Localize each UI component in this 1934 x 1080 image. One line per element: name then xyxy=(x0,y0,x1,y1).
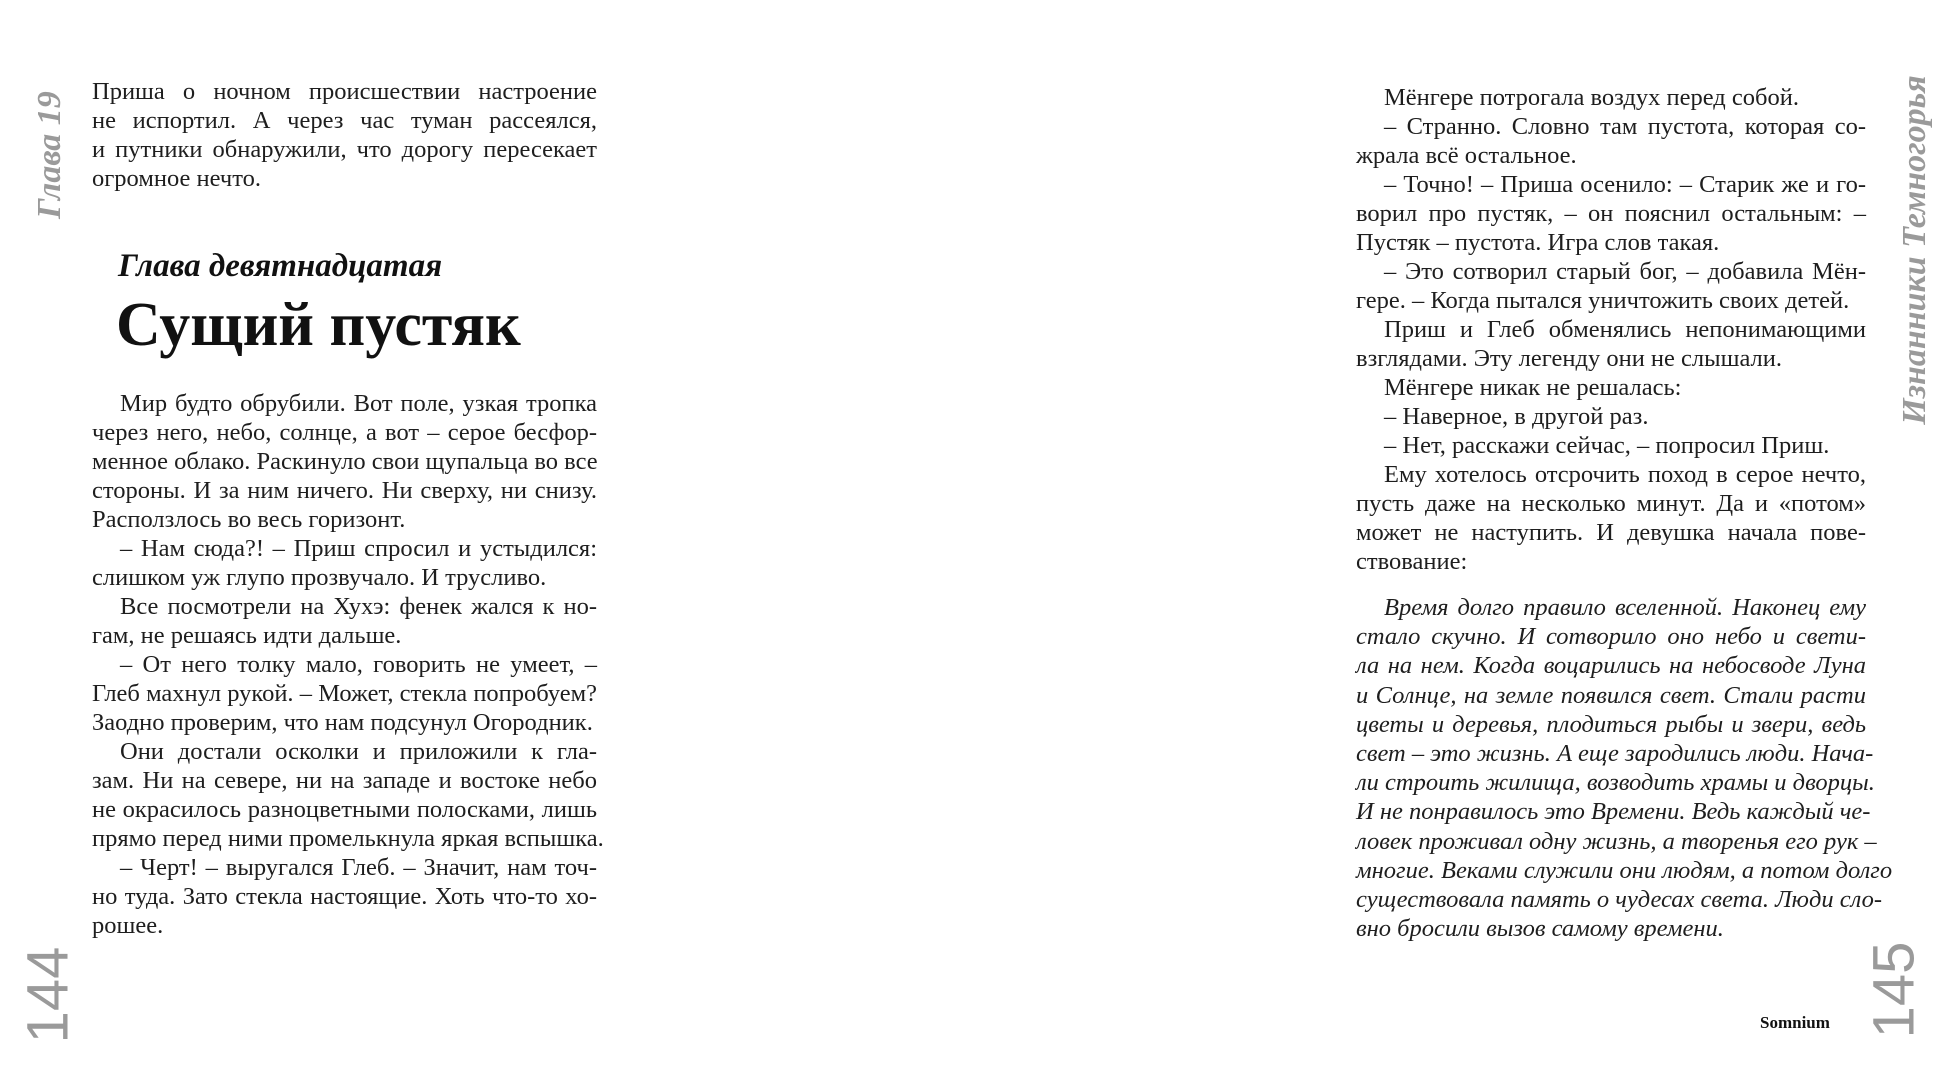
text-line: – От него толку мало, говорить не умеет, – xyxy=(120,651,597,678)
text-line: Глеб махнул рукой. – Может, стекла попробуем? xyxy=(92,680,597,707)
text-line: прямо перед ними промелькнула яркая вспышка. xyxy=(92,825,604,852)
text-line: не окрасилось разноцветными полосками, лишь xyxy=(92,796,597,823)
page-number-left: 144 xyxy=(15,946,81,1044)
chapter-label: Глава девятнадцатая xyxy=(118,248,443,284)
running-head-chapter: Глава 19 xyxy=(31,91,68,219)
text-line: – Это сотворил старый бог, – добавила Мён- xyxy=(1384,258,1866,285)
text-line: цветы и деревья, плодиться рыбы и звери, ведь xyxy=(1356,710,1866,738)
text-line: Приш и Глеб обменялись непонимающими xyxy=(1384,316,1866,343)
text-line: Мир будто обрубили. Вот поле, узкая тропка xyxy=(120,390,597,417)
text-line: ли строить жилища, возводить храмы и дворцы. xyxy=(1356,769,1875,797)
text-line: Расползлось во весь горизонт. xyxy=(92,506,406,533)
text-line: и Солнце, на земле появился свет. Стали расти xyxy=(1356,681,1866,709)
text-line: вно бросили вызов самому времени. xyxy=(1356,915,1724,943)
text-line: – Точно! – Приша осенило: – Старик же и го- xyxy=(1384,171,1866,198)
text-line: не испортил. А через час туман рассеялся, xyxy=(92,107,597,134)
text-line: пусть даже на несколько минут. Да и «потом» xyxy=(1356,490,1866,517)
text-line: слишком уж глупо прозвучало. И трусливо. xyxy=(92,564,547,591)
text-line: – Черт! – выругался Глеб. – Значит, нам точ- xyxy=(120,854,597,881)
text-line: но туда. Зато стекла настоящие. Хоть что-то хо- xyxy=(92,883,597,910)
right-page xyxy=(648,0,1933,1080)
right-main-text xyxy=(1356,83,1866,576)
text-line: многие. Веками служили они людям, а потом долго xyxy=(1356,856,1893,884)
text-line: ворил про пустяк, – он пояснил остальным: – xyxy=(1356,200,1866,227)
left-main-text xyxy=(92,389,604,940)
text-line: огромное нечто. xyxy=(92,165,261,192)
text-line: – Наверное, в другой раз. xyxy=(1384,403,1649,430)
page-number-right: 145 xyxy=(1861,941,1927,1039)
text-line: Ему хотелось отсрочить поход в серое нечто, xyxy=(1384,461,1866,488)
text-line: ловек проживал одну жизнь, а творенья его рук – xyxy=(1356,827,1877,855)
text-line: свет – это жизнь. А еще зародились люди. Нача- xyxy=(1356,740,1874,768)
text-line: Пустяк – пустота. Игра слов такая. xyxy=(1356,229,1720,256)
publisher-imprint: Somnium xyxy=(1760,1013,1830,1032)
text-line: ствование: xyxy=(1356,548,1468,575)
text-line: стало скучно. И сотворило оно небо и свети- xyxy=(1356,623,1866,651)
text-line: зам. Ни на севере, ни на западе и востоке небо xyxy=(92,767,597,794)
text-line: гере. – Когда пытался уничтожить своих детей. xyxy=(1356,287,1850,314)
running-head-book-title: Изнанники Темногорья xyxy=(1896,75,1933,425)
legend-italic-text xyxy=(1356,593,1893,943)
text-line: рошее. xyxy=(92,912,164,939)
text-line: – Нам сюда?! – Приш спросил и устыдился: xyxy=(120,535,597,562)
text-line: Все посмотрели на Хухэ: фенек жался к но- xyxy=(120,593,597,620)
left-page xyxy=(0,0,648,1080)
text-line: Время долго правило вселенной. Наконец ему xyxy=(1384,594,1866,621)
text-line: Мёнгере потрогала воздух перед собой. xyxy=(1384,84,1799,111)
text-line: гам, не решаясь идти дальше. xyxy=(92,622,402,649)
text-line: – Странно. Словно там пустота, которая со- xyxy=(1384,113,1866,140)
text-line: менное облако. Раскинуло свои щупальца во все xyxy=(92,448,598,475)
text-line: взглядами. Эту легенду они не слышали. xyxy=(1356,345,1783,372)
text-line: может не наступить. И девушка начала пове- xyxy=(1356,519,1866,546)
text-line: Мёнгере никак не решалась: xyxy=(1384,374,1682,401)
text-line: ла на нем. Когда воцарились на небосводе Луна xyxy=(1356,652,1866,680)
text-line: Приша о ночном происшествии настроение xyxy=(92,78,597,105)
chapter-title: Сущий пустяк xyxy=(116,291,521,359)
text-line: через него, небо, солнце, а вот – серое бесфор- xyxy=(92,419,597,446)
text-line: И не понравилось это Времени. Ведь каждый че- xyxy=(1356,798,1871,826)
intro-paragraph xyxy=(92,77,597,193)
text-line: – Нет, расскажи сейчас, – попросил Приш. xyxy=(1384,432,1830,459)
text-line: Они достали осколки и приложили к гла- xyxy=(120,738,597,765)
text-line: стороны. И за ним ничего. Ни сверху, ни снизу. xyxy=(92,477,597,504)
text-line: существовала память о чудесах света. Люди сло- xyxy=(1356,886,1882,914)
text-line: Заодно проверим, что нам подсунул Огородник. xyxy=(92,709,593,736)
text-line: и путники обнаружили, что дорогу пересекает xyxy=(92,136,597,163)
text-line: жрала всё остальное. xyxy=(1356,142,1577,169)
